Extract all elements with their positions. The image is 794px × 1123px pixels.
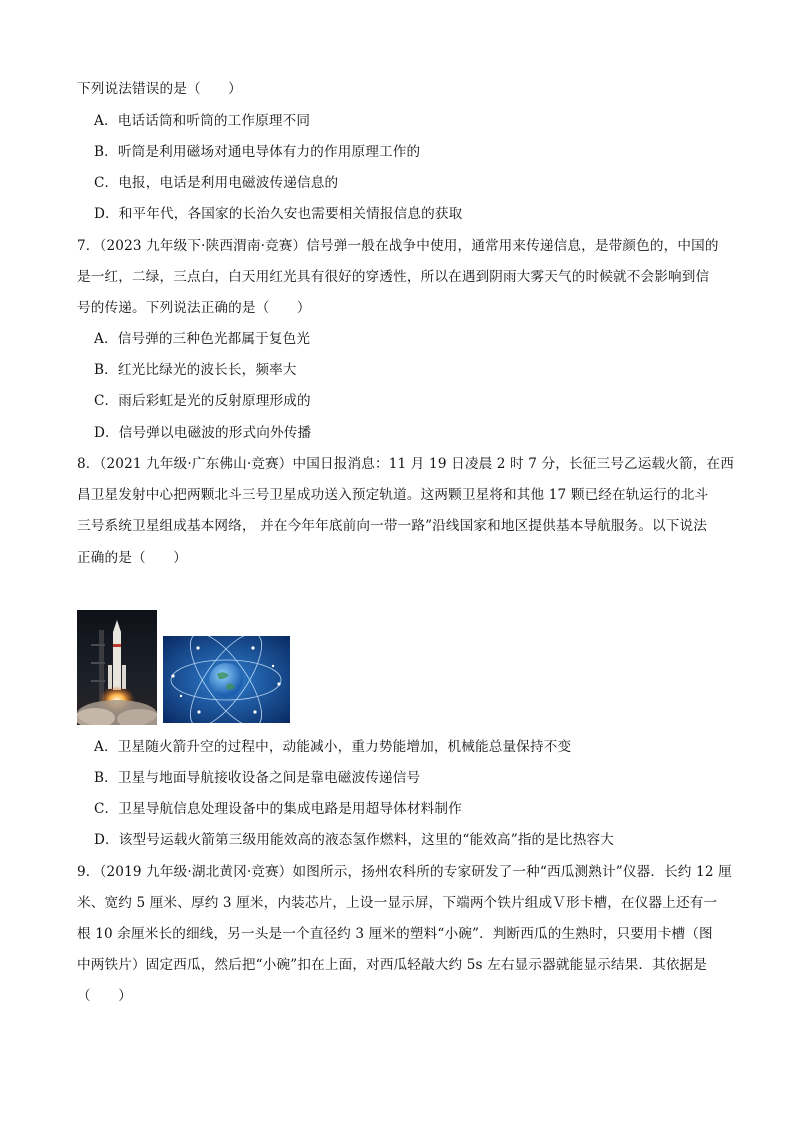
question-7-option-b: B．红光比绿光的波长长，频率大 (94, 362, 297, 378)
question-7-option-d: D．信号弹以电磁波的形式向外传播 (94, 425, 312, 441)
question-9-stem-line-1: 9．（2019 九年级·湖北黄冈·竞赛）如图所示，扬州农科所的专家研发了一种“西瓜测熟计”仪器．长约 12 厘 (77, 864, 732, 880)
question-6-option-c: C．电报，电话是利用电磁波传递信息的 (94, 175, 339, 191)
question-8-stem-line-1: 8．（2021 九年级·广东佛山·竞赛）中国日报消息：11 月 19 日凌晨 2 时 7 分，长征三号乙运载火箭，在西 (77, 456, 734, 472)
question-8-option-a: A．卫星随火箭升空的过程中，动能减小，重力势能增加，机械能总量保持不变 (94, 739, 572, 755)
question-6-option-d: D．和平年代，各国家的长治久安也需要相关情报信息的获取 (94, 206, 463, 222)
question-8-stem-line-4: 正确的是（ ） (77, 550, 187, 566)
question-9-stem-line-2: 米、宽约 5 厘米、厚约 3 厘米，内装芯片，上设一显示屏，下端两个铁片组成Ｖ形卡槽，在仪器上还有一 (77, 895, 718, 911)
question-6-stem-end: 下列说法错误的是（ ） (77, 81, 242, 97)
question-8-stem-line-2: 昌卫星发射中心把两颗北斗三号卫星成功送入预定轨道。这两颗卫星将和其他 17 颗已经在轨运行的北斗 (77, 487, 709, 503)
question-6-option-a: A．电话话筒和听筒的工作原理不同 (94, 113, 311, 129)
question-7-stem-line-3: 号的传递。下列说法正确的是（ ） (77, 300, 311, 316)
question-9-stem-line-3: 根 10 余厘米长的细线，另一头是一个直径约 3 厘米的塑料“小碗”．判断西瓜的生熟时，只要用卡槽（图 (77, 926, 713, 942)
question-8-option-c: C．卫星导航信息处理设备中的集成电路是用超导体材料制作 (94, 801, 462, 817)
question-9-stem-line-4: 中两铁片）固定西瓜，然后把“小碗”扣在上面，对西瓜轻敲大约 5s 左右显示器就能显示结果．其依据是 (77, 957, 708, 973)
question-8-option-d: D．该型号运载火箭第三级用能效高的液态氢作燃料，这里的“能效高”指的是比热容大 (94, 832, 615, 848)
question-7-stem-line-1: 7．（2023 九年级下·陕西渭南·竞赛）信号弹一般在战争中使用，通常用来传递信息，是带颜色的，中国的 (77, 238, 719, 254)
question-7-stem-line-2: 是一红，二绿，三点白，白天用红光具有很好的穿透性，所以在遇到阴雨大雾天气的时候就不会影响到信 (77, 269, 710, 285)
question-9-answer-bracket: （ ） (77, 988, 132, 1004)
question-6-option-b: B．听筒是利用磁场对通电导体有力的作用原理工作的 (94, 144, 421, 160)
question-8-option-b: B．卫星与地面导航接收设备之间是靠电磁波传递信号 (94, 770, 421, 786)
question-7-option-c: C．雨后彩虹是光的反射原理形成的 (94, 393, 311, 409)
question-7-option-a: A．信号弹的三种色光都属于复色光 (94, 331, 311, 347)
question-8-stem-line-3: 三号系统卫星组成基本网络， 并在今年年底前向一带一路”沿线国家和地区提供基本导航服务。以下说法 (77, 518, 708, 534)
satellite-orbit-image (163, 636, 290, 723)
rocket-launch-image (77, 610, 157, 725)
